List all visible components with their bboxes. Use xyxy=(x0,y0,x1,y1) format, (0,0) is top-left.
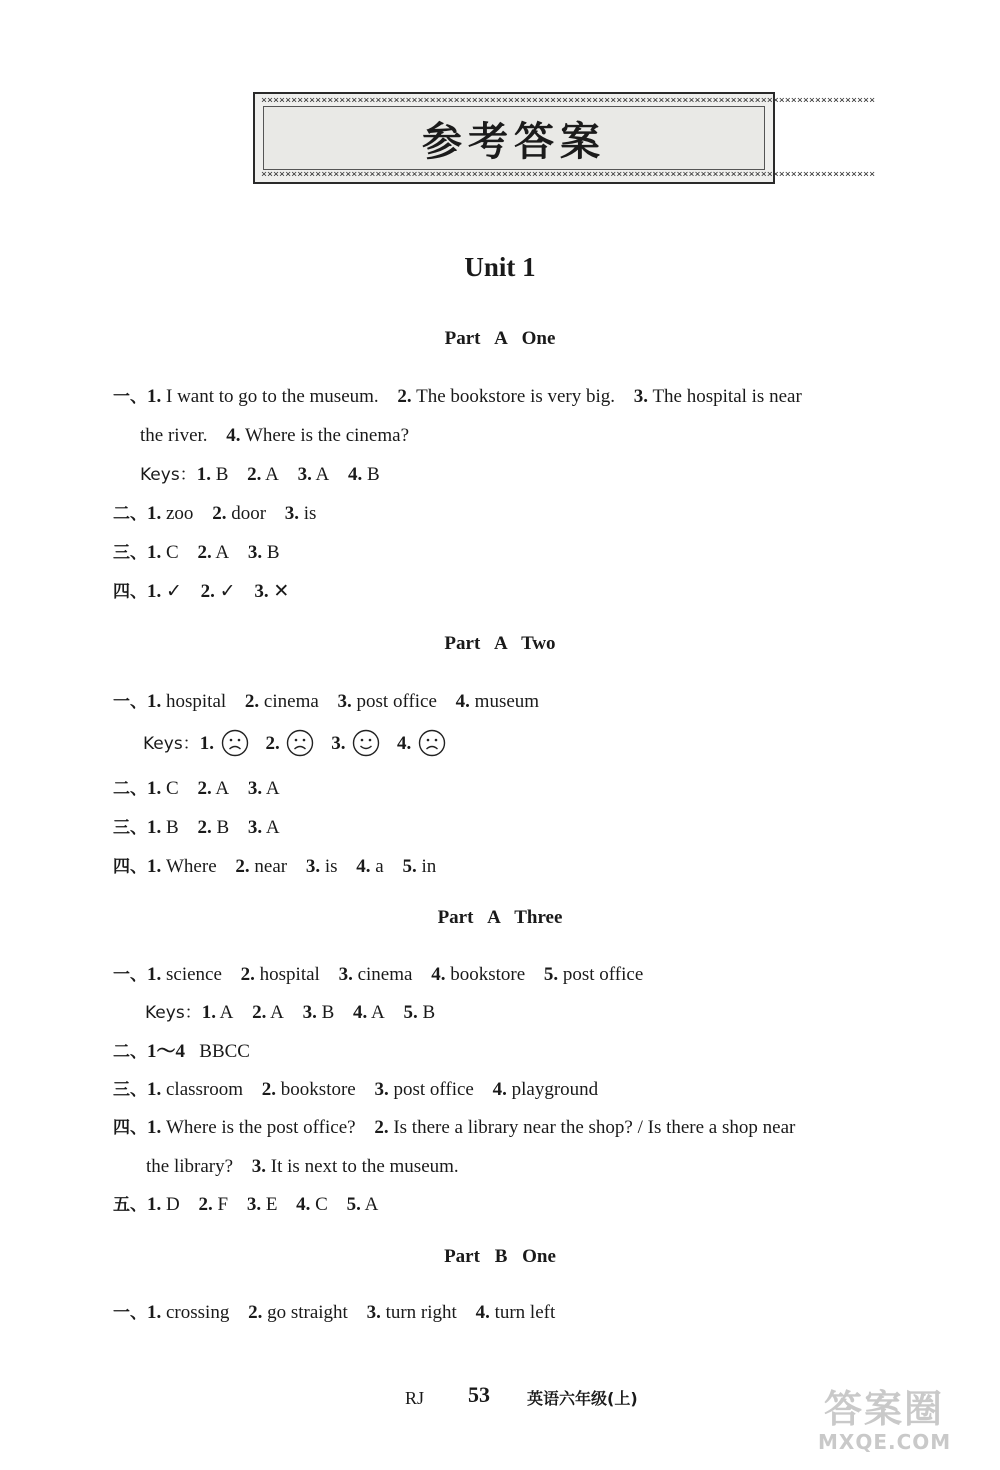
item-number: 4. xyxy=(431,964,446,985)
answer-text: Where is the post office? xyxy=(166,1117,356,1138)
happy-face-icon xyxy=(352,729,380,757)
item-number: 1. xyxy=(147,856,162,877)
item-number: 4. xyxy=(396,733,412,754)
item-number: 2. xyxy=(261,1079,277,1100)
answer-line xyxy=(113,1078,598,1102)
question-label: 五、 xyxy=(113,1195,147,1215)
item-number: 3. xyxy=(284,503,300,524)
item-number: 3. xyxy=(247,778,263,799)
item-number: 3. xyxy=(337,691,352,712)
item-range: 1～4 xyxy=(147,1041,186,1062)
sad-face-icon xyxy=(418,729,446,757)
item-number: 1. xyxy=(196,464,211,485)
question-label: 三、 xyxy=(113,543,147,563)
item-number: 1. xyxy=(147,817,162,838)
answer-text: A xyxy=(215,778,230,799)
item-number: 1. xyxy=(199,733,214,754)
answer-text: zoo xyxy=(166,503,194,524)
watermark-logo xyxy=(818,1378,988,1460)
answer-text: near xyxy=(254,856,288,877)
item-number: 2. xyxy=(374,1117,389,1138)
question-label: 一、 xyxy=(113,692,147,712)
answer-line xyxy=(113,777,280,801)
check-mark-icon: ✓ xyxy=(219,581,236,602)
answer-text: in xyxy=(421,856,437,877)
item-number: 3. xyxy=(633,386,649,407)
answer-line xyxy=(113,385,802,409)
key-answer: B xyxy=(367,464,380,485)
question-label: 三、 xyxy=(113,1080,147,1100)
answer-text: A xyxy=(265,778,280,799)
answer-text: post office xyxy=(393,1079,474,1100)
answer-line xyxy=(113,541,280,565)
item-number: 3. xyxy=(251,1156,267,1177)
answer-text: C xyxy=(166,542,179,563)
key-answer: B xyxy=(422,1002,436,1023)
answer-text: a xyxy=(375,856,384,877)
answer-text: Where is the cinema? xyxy=(244,425,410,446)
answer-text: C xyxy=(166,778,179,799)
question-label: 二、 xyxy=(113,1042,147,1062)
answer-line xyxy=(113,855,436,879)
answer-text: B xyxy=(216,817,230,838)
answer-text: bookstore xyxy=(280,1079,356,1100)
item-number: 1. xyxy=(147,503,162,524)
watermark-text: 答案圈 xyxy=(824,1387,945,1431)
item-number: 1. xyxy=(147,581,162,602)
sad-face-icon xyxy=(286,729,314,757)
answer-line xyxy=(113,1301,555,1325)
item-number: 3. xyxy=(338,964,353,985)
answer-text: A xyxy=(215,542,230,563)
key-answer: A xyxy=(219,1002,234,1023)
answer-text: I want to go to the museum. xyxy=(166,386,379,407)
answer-text: the river. xyxy=(140,425,208,446)
keys-label: Keys： xyxy=(143,734,200,754)
page-title: 参考答案 xyxy=(422,118,606,165)
item-number: 1. xyxy=(147,1079,162,1100)
answer-text: post office xyxy=(562,964,644,985)
item-number: 2. xyxy=(197,817,212,838)
item-number: 3. xyxy=(247,817,263,838)
answer-text: Is there a library near the shop? / Is there a shop near xyxy=(393,1117,796,1138)
item-number: 3. xyxy=(246,1194,262,1215)
section-title: Part B One xyxy=(444,1246,556,1267)
item-number: 3. xyxy=(374,1079,389,1100)
section-title: Part A One xyxy=(444,328,556,349)
item-number: 1. xyxy=(147,1117,162,1138)
key-answer: A xyxy=(270,1002,284,1023)
item-number: 5. xyxy=(403,1002,418,1023)
answer-text: go straight xyxy=(267,1302,348,1323)
answer-text: Where xyxy=(166,856,217,877)
item-number: 3. xyxy=(305,856,321,877)
key-answer: A xyxy=(370,1002,385,1023)
answer-text: B xyxy=(266,542,280,563)
answer-text: A xyxy=(265,817,280,838)
item-number: 2. xyxy=(248,1302,263,1323)
item-number: 2. xyxy=(212,503,227,524)
answer-line xyxy=(113,816,280,840)
question-label: 一、 xyxy=(113,1303,147,1323)
item-number: 1. xyxy=(147,1194,162,1215)
answer-line xyxy=(140,424,409,448)
item-number: 1. xyxy=(201,1002,216,1023)
answer-line xyxy=(113,1193,378,1217)
watermark-url: MXQE.COM xyxy=(818,1430,952,1454)
question-label: 四、 xyxy=(113,857,147,877)
item-number: 1. xyxy=(147,964,162,985)
keys-line xyxy=(140,463,380,487)
answer-text: BBCC xyxy=(199,1041,250,1062)
question-label: 四、 xyxy=(113,582,147,602)
item-number: 2. xyxy=(247,464,262,485)
answer-text: classroom xyxy=(166,1079,244,1100)
item-number: 2. xyxy=(244,691,260,712)
item-number: 4. xyxy=(353,1002,368,1023)
answer-text: cinema xyxy=(357,964,413,985)
answer-text: turn right xyxy=(385,1302,457,1323)
answer-text: turn left xyxy=(494,1302,556,1323)
item-number: 2. xyxy=(397,386,412,407)
item-number: 5. xyxy=(346,1194,361,1215)
banner-border-bottom: ×××××××××××××××××××××××××××××××××××××××××××××××××××××××××××××××××××××××××××××××××××××××××××××××××××××× xyxy=(261,169,876,180)
keys-label: Keys： xyxy=(145,1003,202,1023)
item-number: 1. xyxy=(147,386,162,407)
item-number: 2. xyxy=(240,964,255,985)
answer-text: is xyxy=(303,503,317,524)
keys-line xyxy=(143,732,458,757)
answer-text: museum xyxy=(474,691,540,712)
item-number: 3. xyxy=(297,464,312,485)
answer-text: playground xyxy=(511,1079,599,1100)
item-number: 1. xyxy=(147,542,162,563)
item-number: 2. xyxy=(265,733,280,754)
question-label: 二、 xyxy=(113,779,147,799)
answer-line xyxy=(146,1155,459,1179)
item-number: 3. xyxy=(254,581,269,602)
item-number: 1. xyxy=(147,691,162,712)
key-answer: A xyxy=(265,464,279,485)
answer-line xyxy=(113,580,289,604)
item-number: 4. xyxy=(455,691,470,712)
answer-text: hospital xyxy=(259,964,320,985)
question-label: 一、 xyxy=(113,965,147,985)
item-number: 1. xyxy=(147,778,162,799)
answer-text: The bookstore is very big. xyxy=(416,386,616,407)
key-answer: A xyxy=(315,464,330,485)
item-number: 3. xyxy=(366,1302,381,1323)
answer-text: It is next to the museum. xyxy=(270,1156,459,1177)
question-label: 一、 xyxy=(113,387,147,407)
answer-line xyxy=(113,690,539,714)
banner-border-top: ×××××××××××××××××××××××××××××××××××××××××××××××××××××××××××××××××××××××××××××××××××××××××××××××××××××× xyxy=(261,95,876,106)
answer-text: the library? xyxy=(146,1156,234,1177)
title-banner xyxy=(253,92,876,184)
answer-text: C xyxy=(315,1194,328,1215)
answer-text: post office xyxy=(356,691,437,712)
key-answer: B xyxy=(321,1002,335,1023)
answer-text: E xyxy=(265,1194,278,1215)
banner-inner xyxy=(263,106,765,170)
answer-text: F xyxy=(217,1194,229,1215)
answer-text: door xyxy=(231,503,267,524)
item-number: 4. xyxy=(296,1194,311,1215)
keys-line xyxy=(145,1001,435,1025)
item-number: 3. xyxy=(302,1002,317,1023)
item-number: 1. xyxy=(147,1302,162,1323)
answer-text: hospital xyxy=(166,691,227,712)
item-number: 2. xyxy=(252,1002,267,1023)
key-answer: B xyxy=(215,464,229,485)
answer-text: A xyxy=(364,1194,379,1215)
item-number: 2. xyxy=(200,581,215,602)
item-number: 3. xyxy=(331,733,346,754)
item-number: 4. xyxy=(492,1079,507,1100)
question-label: 四、 xyxy=(113,1118,147,1138)
item-number: 4. xyxy=(348,464,363,485)
page-number: 53 xyxy=(468,1382,490,1407)
answer-line xyxy=(113,502,316,526)
cross-mark-icon: ✕ xyxy=(273,581,290,602)
section-title: Part A Three xyxy=(437,907,563,928)
item-number: 4. xyxy=(226,425,241,446)
section-title: Part A Two xyxy=(444,633,556,654)
answer-text: bookstore xyxy=(450,964,526,985)
answer-text: is xyxy=(324,856,338,877)
item-number: 4. xyxy=(475,1302,490,1323)
item-number: 2. xyxy=(235,856,250,877)
answer-line xyxy=(113,1040,250,1064)
item-number: 5. xyxy=(543,964,559,985)
answer-line xyxy=(113,963,643,987)
item-number: 2. xyxy=(197,542,212,563)
answer-text: cinema xyxy=(263,691,319,712)
answer-text: crossing xyxy=(166,1302,230,1323)
item-number: 3. xyxy=(247,542,263,563)
answer-line xyxy=(113,1116,795,1140)
item-number: 2. xyxy=(198,1194,213,1215)
question-label: 三、 xyxy=(113,818,147,838)
edition-code: RJ xyxy=(405,1388,425,1408)
question-label: 二、 xyxy=(113,504,147,524)
answer-text: science xyxy=(166,964,222,985)
unit-title: Unit 1 xyxy=(464,252,536,282)
answer-text: D xyxy=(166,1194,180,1215)
keys-label: Keys： xyxy=(140,465,197,485)
item-number: 4. xyxy=(356,856,371,877)
check-mark-icon: ✓ xyxy=(166,581,182,602)
answer-text: The hospital is near xyxy=(652,386,802,407)
answer-text: B xyxy=(166,817,179,838)
book-grade: 英语六年级(上) xyxy=(527,1389,638,1408)
item-number: 2. xyxy=(197,778,212,799)
sad-face-icon xyxy=(221,729,249,757)
item-number: 5. xyxy=(402,856,417,877)
